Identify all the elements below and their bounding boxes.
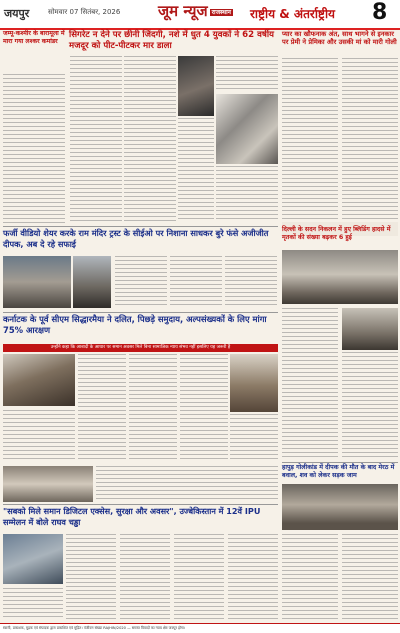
right-mid-body-col1 [282, 308, 338, 458]
video-body-col2 [170, 256, 222, 308]
vp-body-col1 [66, 534, 116, 620]
top-center-body-col3 [216, 56, 278, 92]
city-name: जयपुर [4, 7, 30, 20]
vp-body-col4 [228, 534, 278, 620]
right-mid-body-col2 [342, 352, 398, 458]
siddaramaiah-photo [3, 354, 75, 406]
right-top-headline: प्यार का खौफनाक अंत, साथ भागने से इनकार पर प्रेमी ने प्रेमिका और उसकी मां को मारी गोली [282, 30, 397, 47]
top-center-body-col4 [178, 118, 214, 221]
karnataka-body-col4 [230, 414, 278, 462]
vp-story-headline: "सबको मिले समान डिजिटल एक्सेस, सुरक्षा और अवसर", उज्बेकिस्तान में 12वें IPU सम्मेलन में बोले राघव चड्ढा [3, 506, 261, 527]
top-center-body-col1 [70, 56, 122, 221]
video-body-col1 [115, 256, 167, 308]
delhi-story [282, 226, 398, 248]
hapur-body-col2 [342, 534, 398, 620]
ipu-intro-body [96, 466, 278, 502]
section-title: राष्ट्रीय & अंतर्राष्ट्रीय [250, 7, 336, 21]
hapur-body-col1 [282, 534, 338, 620]
collapse-site-photo [282, 250, 398, 304]
hapur-story [282, 462, 398, 483]
issue-date: सोमवार 07 सितंबर, 2026 [48, 8, 121, 16]
logo-text: जूम न्यूज [158, 2, 208, 20]
right-mid-photo [342, 308, 398, 350]
vp-caption-body [3, 588, 63, 620]
vp-body-col2 [120, 534, 170, 620]
right-top-body-col1 [282, 58, 338, 220]
masthead [0, 0, 400, 30]
top-center-story [69, 30, 279, 54]
karnataka-body-col1 [78, 354, 126, 462]
video-story-photo [3, 256, 71, 308]
karnataka-caption-body [3, 410, 75, 462]
karnataka-story-headline: कर्नाटक के पूर्व सीएम सिद्धारमैया ने दलित, पिछड़े समुदाय, अल्पसंख्यकों के लिए मांगा 75% आरक्षण [3, 314, 267, 335]
top-center-headline: सिगरेट न देने पर छीनी जिंदगी, नशे में धुत 4 युवकों ने 62 वर्षीय मजदूर को पीट-पीटकर मार डाला [69, 30, 275, 51]
top-center-body-col2 [124, 56, 176, 221]
hapur-story-headline: हापुड़ गोलीकांड में दीपक की मौत के बाद मेरठ में बवाल, शव को लेकर सड़क जाम [282, 464, 395, 480]
page-number: 8 [372, 0, 388, 25]
karnataka-story [3, 312, 278, 343]
vp-body-col3 [174, 534, 224, 620]
crime-photo [178, 56, 214, 116]
newspaper-logo [158, 1, 233, 21]
top-center-body-col5 [216, 166, 278, 221]
karnataka-portrait-photo [230, 354, 278, 412]
video-story-headline: फर्जी वीडियो शेयर करके राम मंदिर ट्रस्ट के सीईओ पर निशाना साधकर बुरे फंसे अजीजीत दीपक, अब दे रहे सफाई [3, 228, 269, 249]
trust-ceo-photo [73, 256, 111, 308]
footer-imprint: स्वामी, प्रकाशक, मुद्रक एवं संपादक द्वारा प्रकाशित एवं मुद्रित। पंजीयन संख्या RAJHIN/2020 — समस्त विवादों का न्याय क्षेत्र जयपुर होगा। [0, 623, 400, 633]
left-top-headline: जम्मू-कश्मीर के बारामूला में मारा गया लश्कर कमांडर [3, 30, 65, 45]
right-top-body-col2 [342, 58, 398, 220]
karnataka-strap: उन्होंने कहा कि आबादी के आधार पर समान अवसर मिले बिना सामाजिक न्याय संभव नहीं इसलिए यह जरूरी है [3, 344, 278, 352]
accused-photo [216, 94, 278, 164]
hapur-protest-photo [282, 484, 398, 530]
karnataka-body-col3 [180, 354, 228, 462]
right-top-story [282, 30, 398, 56]
left-top-story [3, 30, 67, 72]
video-body-col3 [225, 256, 277, 308]
logo-tag: राजस्थान [211, 9, 231, 16]
delhi-story-headline: दिल्ली के सदन निकलन में हुए ब्लिडिंग हादसे में मृतकों की संख्या बढ़कर 6 हुई [282, 226, 391, 241]
video-story [3, 226, 278, 253]
vp-story [3, 504, 278, 531]
left-column-body [3, 74, 65, 224]
karnataka-body-col2 [129, 354, 177, 462]
ipu-photo-left [3, 466, 93, 502]
chadha-photo [3, 534, 63, 584]
